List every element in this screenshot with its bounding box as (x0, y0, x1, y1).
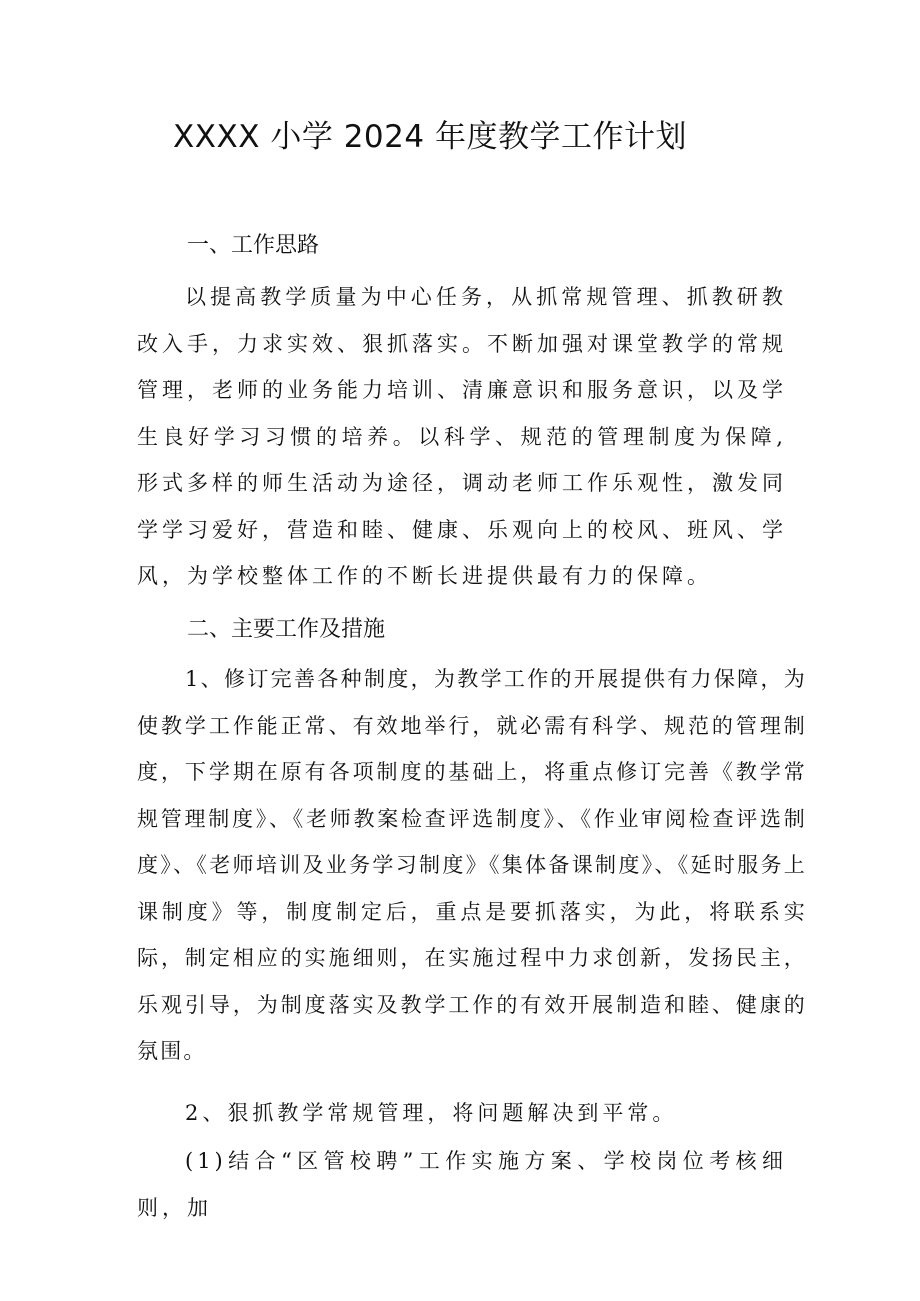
section-heading-work-idea: 一、工作思路 (187, 233, 320, 258)
section-heading-main-work: 二、主要工作及措施 (187, 617, 386, 642)
document-title: XXXX 小学 2024 年度教学工作计划 (173, 119, 687, 155)
paragraph-item-1: (1)结合“区管校聘”工作实施方案、学校岗位考核细则，加 (137, 1149, 787, 1220)
paragraph-teaching-routine: 2、狠抓教学常规管理，将问题解决到平常。 (185, 1101, 678, 1125)
paragraph-work-idea: 以提高教学质量为中心任务，从抓常规管理、抓教研教改入手，力求实效、狠抓落实。不断加强对课堂教学的常规管理，老师的业务能力培训、清廉意识和服务意识，以及学生良好学习习惯的培养。以科学、规范的管理制度为保障,形式多样的师生活动为途径，调动老师工作乐观性，激发同学学习爱好，营造和睦、健康、乐观向上的校风、班风、学风，为学校整体工作的不断长进提供最有力的保障。 (137, 285, 787, 588)
paragraph-revise-systems: 1、修订完善各种制度，为教学工作的开展提供有力保障，为使教学工作能正常、有效地举行，就必需有科学、规范的管理制度，下学期在原有各项制度的基础上，将重点修订完善《教学常规管理制度》、《老师教案检查评选制度》、《作业审阅检查评选制度》、《老师培训及业务学习制度》《集体备课制度》、《延时服务上课制度》等，制度制定后，重点是要抓落实，为此，将联系实际，制定相应的实施细则，在实施过程中力求创新，发扬民主，乐观引导，为制度落实及教学工作的有效开展制造和睦、健康的氛围。 (137, 667, 807, 1063)
